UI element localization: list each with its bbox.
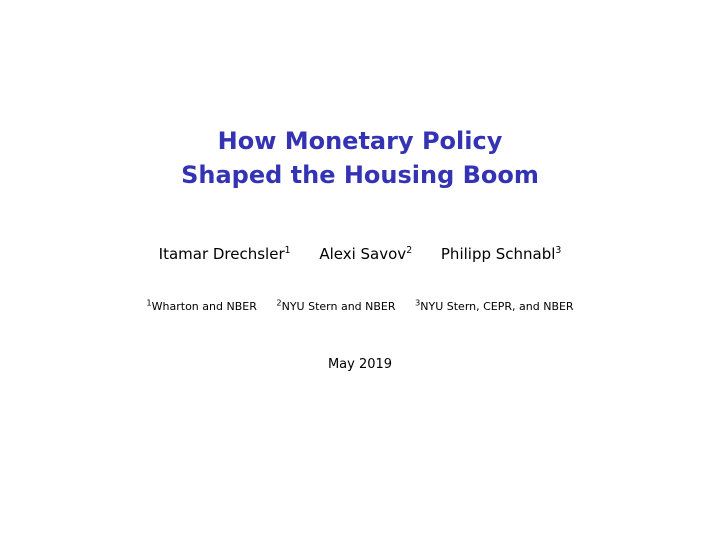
author-item xyxy=(159,244,291,264)
author-item xyxy=(319,244,412,264)
author-name: Philipp Schnabl xyxy=(440,245,556,263)
affiliation-item xyxy=(415,299,574,315)
title-line-1: How Monetary Policy xyxy=(217,127,503,155)
affiliation-text: Wharton and NBER xyxy=(151,300,257,313)
presentation-date: May 2019 xyxy=(327,357,393,372)
author-name: Itamar Drechsler xyxy=(158,245,285,263)
author-name: Alexi Savov xyxy=(319,245,407,263)
affiliation-text: NYU Stern, CEPR, and NBER xyxy=(420,300,574,313)
affiliation-item xyxy=(276,299,395,315)
affiliation-item xyxy=(146,299,256,315)
affiliation-mark: 3 xyxy=(415,297,421,308)
affiliation-list xyxy=(0,299,720,315)
affiliation-text: NYU Stern and NBER xyxy=(281,300,396,313)
author-mark: 2 xyxy=(406,245,413,256)
presentation-title xyxy=(0,124,720,192)
title-line-2: Shaped the Housing Boom xyxy=(181,161,539,189)
affiliation-mark: 2 xyxy=(276,297,282,308)
affiliation-mark: 1 xyxy=(146,297,152,308)
author-mark: 1 xyxy=(284,245,291,256)
author-item xyxy=(441,244,561,264)
author-list xyxy=(0,244,720,264)
author-mark: 3 xyxy=(555,245,562,256)
